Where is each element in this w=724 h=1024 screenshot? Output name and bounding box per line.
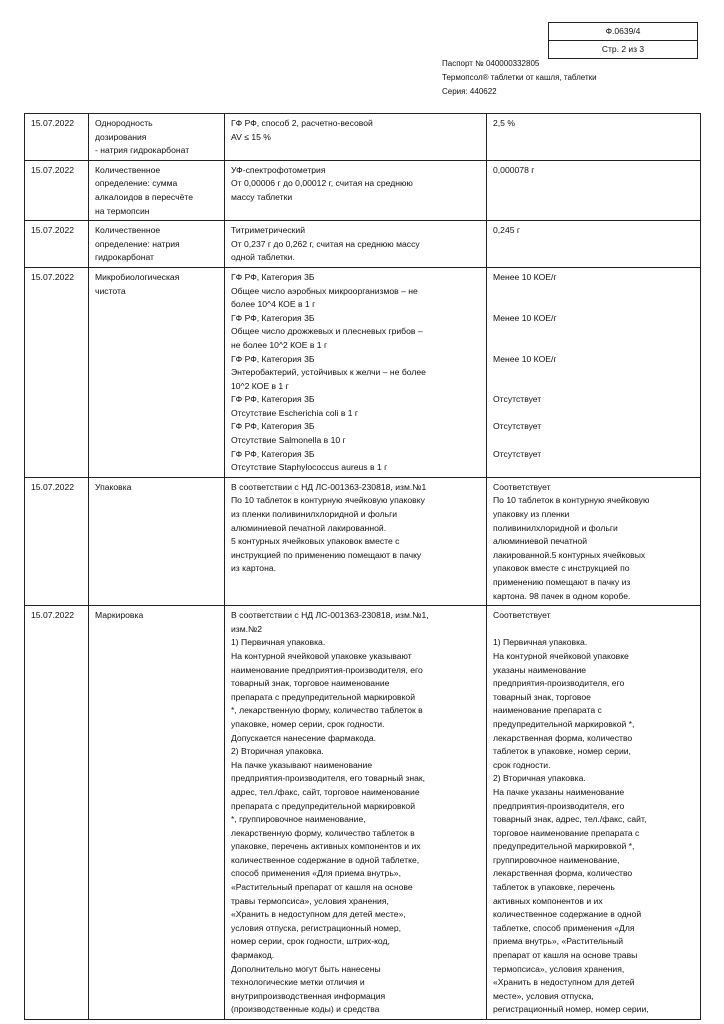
- result-line: 2) Вторичная упаковка.: [493, 773, 586, 784]
- norm-line: На пачке указывают наименование: [231, 759, 373, 770]
- result-line: таблетке, способ применения «Для: [493, 922, 635, 933]
- norm-cell: [225, 606, 487, 1020]
- result-line: Менее 10 КОЕ/г: [493, 312, 557, 323]
- norm-line: внутрипроизводственная информация: [231, 990, 386, 1001]
- result-line: торговое наименование препарата с: [493, 827, 640, 838]
- norm-line: массу таблетки: [231, 191, 293, 202]
- result-line: таблеток в упаковке, перечень: [493, 882, 615, 893]
- norm-line: По 10 таблеток в контурную ячейковую упаковку: [231, 495, 425, 506]
- date-cell: [25, 160, 89, 220]
- result-cell: [487, 606, 701, 1020]
- table-row: [25, 606, 701, 1020]
- result-line: картона. 98 пачек в одном коробе.: [493, 590, 631, 601]
- norm-line: товарный знак, торговое наименование: [231, 678, 390, 689]
- form-code: Ф.0639/4: [605, 26, 641, 36]
- norm-cell: [225, 221, 487, 268]
- test-date: 15.07.2022: [31, 271, 75, 282]
- indicator-line: - натрия гидрокарбонат: [95, 145, 190, 156]
- indicator-line: алкалоидов в пересчёте: [95, 191, 193, 202]
- norm-line: наименование предприятия-производителя, его: [231, 664, 423, 675]
- result-line: месте», условия отпуска,: [493, 990, 594, 1001]
- norm-line: Отсутствие Staphylococcus aureus в 1 г: [231, 462, 388, 473]
- norm-line: травы термопсиса», условия хранения,: [231, 895, 389, 906]
- indicator-line: Микробиологическая: [95, 271, 180, 282]
- form-code-box: [548, 22, 698, 59]
- test-date: 15.07.2022: [31, 481, 75, 492]
- result-line: регистрационный номер, номер серии,: [493, 1004, 649, 1015]
- norm-line: 10^2 КОЕ в 1 г: [231, 380, 289, 391]
- norm-line: ГФ РФ, Категория 3Б: [231, 421, 315, 432]
- result-line: термопсиса», условия хранения,: [493, 963, 625, 974]
- norm-line: 5 контурных ячейковых упаковок вместе с: [231, 536, 400, 547]
- result-line: 2,5 %: [493, 118, 515, 128]
- norm-line: УФ-спектрофотометрия: [231, 164, 326, 175]
- norm-line: Отсутствие Salmonella в 10 г: [231, 435, 346, 446]
- indicator-line: Маркировка: [95, 610, 144, 621]
- result-line: лекарственная форма, количество: [493, 732, 633, 743]
- result-line: упаковок вместе с инструкцией по: [493, 563, 630, 574]
- norm-line: условия отпуска, регистрационный номер,: [231, 922, 401, 933]
- table-row: [25, 267, 701, 477]
- result-cell: [487, 477, 701, 605]
- result-line: Соответствует: [493, 610, 551, 621]
- norm-line: Общее число дрожжевых и плесневых грибов –: [231, 326, 423, 337]
- norm-line: Титриметрический: [231, 225, 306, 236]
- norm-line: Энтеробактерий, устойчивых к желчи – не более: [231, 367, 426, 378]
- result-line: [493, 623, 694, 637]
- norm-line: упаковке, номер серии, срок годности.: [231, 718, 385, 729]
- table-row: [25, 221, 701, 268]
- norm-line: способ применения «Для приема внутрь»,: [231, 868, 401, 879]
- norm-cell: [225, 477, 487, 605]
- date-cell: [25, 114, 89, 161]
- norm-line: адрес, тел./факс, сайт, торговое наименование: [231, 786, 420, 797]
- norm-line: На контурной ячейковой упаковке указывают: [231, 650, 412, 661]
- norm-line: Допускается нанесение фармакода.: [231, 732, 377, 743]
- product-name: Термопсол® таблетки от кашля, таблетки: [442, 73, 597, 82]
- result-line: 0,245 г: [493, 225, 521, 236]
- result-cell: [487, 160, 701, 220]
- result-line: активных компонентов и их: [493, 895, 603, 906]
- result-line: упаковку из пленки: [493, 509, 570, 520]
- result-cell: [487, 114, 701, 161]
- norm-line: (производственные коды) и средства: [231, 1004, 380, 1015]
- norm-line: *, лекарственную форму, количество таблеток в: [231, 705, 423, 716]
- result-line: группировочное наименование,: [493, 854, 620, 865]
- result-line: предприятия-производителя, его: [493, 678, 625, 689]
- result-cell: [487, 267, 701, 477]
- norm-line: В соответствии с НД ЛС-001363-230818, изм.№1,: [231, 610, 429, 621]
- indicator-line: гидрокарбонат: [95, 252, 154, 263]
- norm-line: От 0,00006 г до 0,00012 г, считая на среднюю: [231, 178, 413, 189]
- norm-line: технологические метки отличия и: [231, 977, 365, 988]
- norm-line: ГФ РФ, Категория 3Б: [231, 271, 315, 282]
- result-line: количественное содержание в одной: [493, 909, 642, 920]
- result-line: Отсутствует: [493, 448, 542, 459]
- page-number: Стр. 2 из 3: [549, 40, 697, 58]
- norm-line: От 0,237 г до 0,262 г, считая на среднюю массу: [231, 238, 420, 249]
- indicator-line: определение: сумма: [95, 178, 178, 189]
- norm-line: инструкцией по применению помещают в пачку: [231, 549, 422, 560]
- result-line: лакированной.5 контурных ячейковых: [493, 549, 646, 560]
- result-line: применению помещают в пачку из: [493, 577, 631, 587]
- norm-line: AV ≤ 15 %: [231, 131, 271, 142]
- date-cell: [25, 606, 89, 1020]
- norm-cell: [225, 114, 487, 161]
- result-line: таблеток в упаковке, номер серии,: [493, 746, 631, 757]
- result-line: поливинилхлоридной и фольги: [493, 522, 618, 533]
- series-number: Серия: 440622: [442, 87, 497, 96]
- indicator-line: Количественное: [95, 225, 161, 236]
- norm-line: 2) Вторичная упаковка.: [231, 746, 324, 757]
- norm-line: В соответствии с НД ЛС-001363-230818, изм.№1: [231, 481, 427, 492]
- result-line: срок годности.: [493, 759, 551, 770]
- indicator-line: определение: натрия: [95, 238, 180, 249]
- norm-line: ГФ РФ, Категория 3Б: [231, 448, 315, 459]
- test-date: 15.07.2022: [31, 164, 75, 175]
- norm-line: из картона.: [231, 563, 276, 574]
- test-date: 15.07.2022: [31, 118, 75, 128]
- norm-line: упаковке, перечень активных компонентов и их: [231, 841, 421, 852]
- indicator-line: на термопсин: [95, 205, 150, 216]
- indicator-line: Однородность: [95, 118, 153, 128]
- indicator-cell: [89, 221, 225, 268]
- indicator-cell: [89, 114, 225, 161]
- norm-line: алюминиевой печатной лакированной.: [231, 522, 387, 533]
- passport-number: Паспорт № 040000332805: [442, 59, 540, 68]
- date-cell: [25, 267, 89, 477]
- date-cell: [25, 477, 89, 605]
- norm-line: ГФ РФ, Категория 3Б: [231, 394, 315, 405]
- test-date: 15.07.2022: [31, 610, 75, 621]
- result-line: указаны наименование: [493, 664, 587, 675]
- result-cell: [487, 221, 701, 268]
- norm-line: ГФ РФ, способ 2, расчетно-весовой: [231, 118, 373, 128]
- result-line: препарат от кашля на основе травы: [493, 950, 638, 961]
- norm-line: не более 10^2 КОЕ в 1 г: [231, 339, 328, 350]
- result-line: предупредительной маркировкой *,: [493, 718, 635, 729]
- result-line: Отсутствует: [493, 421, 542, 432]
- norm-line: одной таблетки.: [231, 252, 295, 263]
- result-line: лекарственная форма, количество: [493, 868, 633, 879]
- result-line: Менее 10 КОЕ/г: [493, 353, 557, 364]
- indicator-line: чистота: [95, 285, 126, 296]
- result-line: предприятия-производителя, его: [493, 800, 625, 811]
- passport-header: [442, 57, 597, 99]
- result-line: предупредительной маркировкой *,: [493, 841, 635, 852]
- norm-line: Дополнительно могут быть нанесены: [231, 963, 381, 974]
- table-row: [25, 114, 701, 161]
- table-row: [25, 160, 701, 220]
- norm-line: изм.№2: [231, 623, 263, 634]
- result-line: Соответствует: [493, 481, 551, 492]
- norm-line: из пленки поливинилхлоридной и фольги: [231, 509, 398, 520]
- norm-line: препарата с предупредительной маркировкой: [231, 691, 416, 702]
- indicator-line: Количественное: [95, 164, 161, 175]
- norm-line: «Растительный препарат от кашля на основе: [231, 882, 413, 893]
- norm-line: фармакод.: [231, 950, 275, 961]
- norm-line: ГФ РФ, Категория 3Б: [231, 353, 315, 364]
- result-line: На пачке указаны наименование: [493, 786, 625, 797]
- norm-cell: [225, 267, 487, 477]
- indicator-cell: [89, 477, 225, 605]
- result-line: товарный знак, торговое: [493, 691, 591, 702]
- indicator-cell: [89, 267, 225, 477]
- norm-line: ГФ РФ, Категория 3Б: [231, 312, 315, 323]
- norm-line: лекарственную форму, количество таблеток в: [231, 827, 415, 838]
- indicator-line: Упаковка: [95, 481, 132, 492]
- result-line: «Хранить в недоступном для детей: [493, 977, 635, 988]
- result-line: товарный знак, адрес, тел./факс, сайт,: [493, 814, 647, 825]
- norm-cell: [225, 160, 487, 220]
- table-row: [25, 477, 701, 605]
- norm-line: количественное содержание в одной таблетке,: [231, 854, 420, 865]
- norm-line: «Хранить в недоступном для детей месте»,: [231, 909, 406, 920]
- result-line: Менее 10 КОЕ/г: [493, 271, 557, 282]
- result-line: приема внутрь», «Растительный: [493, 936, 624, 947]
- norm-line: более 10^4 КОЕ в 1 г: [231, 299, 316, 310]
- test-date: 15.07.2022: [31, 225, 75, 236]
- result-line: алюминиевой печатной: [493, 536, 588, 547]
- norm-line: Отсутствие Escherichia coli в 1 г: [231, 407, 359, 418]
- indicator-cell: [89, 606, 225, 1020]
- result-line: 0,000078 г: [493, 164, 535, 175]
- result-line: наименование препарата с: [493, 705, 602, 716]
- indicator-line: дозирования: [95, 131, 147, 142]
- result-line: 1) Первичная упаковка.: [493, 637, 588, 648]
- norm-line: предприятия-производителя, его товарный знак,: [231, 773, 426, 784]
- results-table: [24, 113, 701, 1020]
- norm-line: номер серии, срок годности, штрих-код,: [231, 936, 390, 947]
- norm-line: 1) Первичная упаковка.: [231, 637, 326, 648]
- norm-line: препарата с предупредительной маркировкой: [231, 800, 416, 811]
- date-cell: [25, 221, 89, 268]
- indicator-cell: [89, 160, 225, 220]
- norm-line: *, группировочное наименование,: [231, 814, 366, 825]
- norm-line: Общее число аэробных микроорганизмов – не: [231, 285, 418, 296]
- result-line: Отсутствует: [493, 394, 542, 405]
- result-line: По 10 таблеток в контурную ячейковую: [493, 495, 650, 506]
- result-line: На контурной ячейковой упаковке: [493, 650, 629, 661]
